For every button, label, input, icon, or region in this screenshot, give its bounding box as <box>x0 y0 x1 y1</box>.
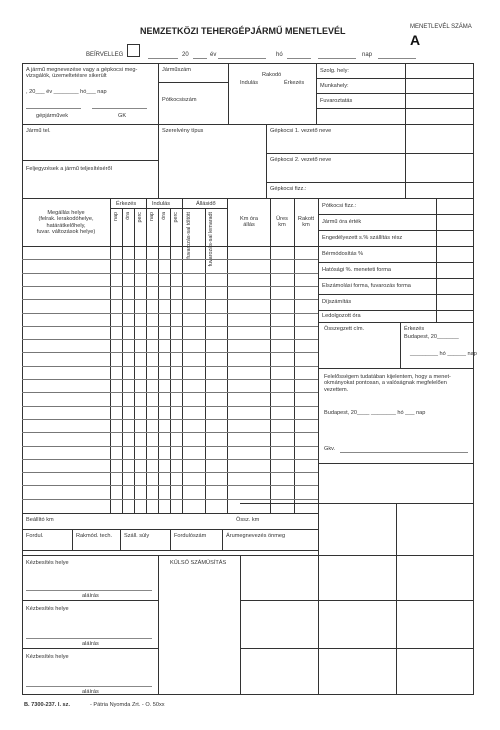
driver1-label: Gépkocsi 1. vezető neve <box>270 128 332 134</box>
table-row-line <box>22 499 318 500</box>
table-row-line <box>22 299 318 300</box>
table-row-line <box>22 326 318 327</box>
sub-dep-hour: óra <box>161 212 167 220</box>
footnote-printer: - Pátria Nyomda Zrt. - O. 50xx <box>90 702 165 708</box>
table-row-line <box>22 472 318 473</box>
filed-checkbox[interactable] <box>127 44 140 57</box>
footnote-code: B. 7300-237. I. sz. <box>24 702 71 708</box>
right-row-5: Hatósági %. meneteti forma <box>322 267 392 273</box>
arrival-budapest: Budapest, 20_______ <box>404 334 459 340</box>
delivery-place-3: Kézbesítés helye <box>26 654 69 660</box>
h-mid-trailer <box>266 182 474 183</box>
col-arrival-group: Érkezés <box>116 201 137 207</box>
h-turn-bottom <box>22 550 318 551</box>
plate-label: Járműszám <box>162 67 191 73</box>
start-km-label: Beállító km <box>26 517 54 523</box>
delivery-line-2[interactable] <box>26 638 152 639</box>
date-blank-3[interactable] <box>218 58 266 59</box>
month-label: hó <box>276 52 283 58</box>
v-tab-km <box>227 198 228 513</box>
declaration-text: Felelősségem tudatában kijelentem, hogy a menet- okmányokat pontosan, a valóságnak megfelelően vezettem. <box>324 374 451 393</box>
total-km-label: Össz. km <box>236 517 260 523</box>
right-row-8: Ledolgozott óra <box>322 313 361 319</box>
col-empty: Üres km <box>276 216 288 229</box>
table-row-line <box>22 392 318 393</box>
turn-cell-5: Árumegnevezés önmeg <box>226 533 286 539</box>
v-tab-arr-2 <box>134 208 135 513</box>
delivery-place-1: Kézbesítés helye <box>26 560 69 566</box>
h-right-1 <box>318 214 474 215</box>
h-bottom-left-1 <box>22 600 158 601</box>
rule-top-block <box>22 124 474 125</box>
h-right-7 <box>318 310 474 311</box>
h-rgrid-3 <box>240 648 474 649</box>
right-row-7: Díjszámítás <box>322 299 352 305</box>
sub-arr-min: perc <box>137 212 143 223</box>
table-row-line <box>22 379 318 380</box>
h-top-plate <box>158 82 228 83</box>
date-blank-4[interactable] <box>287 58 311 59</box>
sub-arr-hour: óra <box>125 212 131 220</box>
day-label: nap <box>362 52 373 58</box>
v-tab-empty <box>270 198 271 513</box>
delivery-place-2: Kézbesítés helye <box>26 606 69 612</box>
v-top-2 <box>228 63 229 124</box>
serial-value: A <box>410 32 421 48</box>
sub-dep-day: nap <box>149 212 155 221</box>
date-blank-5[interactable] <box>318 58 356 59</box>
filed-label: BEÍRVELLEG <box>86 52 124 58</box>
loading-label: Rakodó <box>262 72 282 78</box>
table-row-line <box>22 459 318 460</box>
table-row-line <box>22 406 318 407</box>
v-turn-2 <box>120 529 121 550</box>
sub-stay-1: fuvarozás-sal töltött <box>186 212 192 259</box>
external-stamp-label: KÜLSŐ SZÁMÚSÍTÁS <box>170 560 227 566</box>
table-row-line <box>22 339 318 340</box>
table-row-line <box>22 286 318 287</box>
trailer-plate-label: Pótkocsiszám <box>162 97 197 103</box>
v-turn-1 <box>72 529 73 550</box>
h-total-bottom <box>318 368 474 369</box>
v-tab-dep-1 <box>158 208 159 513</box>
col-departure-group: Indulás <box>152 201 171 207</box>
v-tab-stay <box>182 198 183 513</box>
v-tab-stay-1 <box>205 208 206 513</box>
col-loaded: Rakott km <box>297 216 315 229</box>
odo-label-1: Szolg. hely: <box>320 68 349 74</box>
h-mid-left <box>22 160 158 161</box>
table-row-line <box>22 419 318 420</box>
v-right-val <box>436 198 437 322</box>
total-label: Összegzett cím. <box>324 326 365 332</box>
turn-cell-1: Fordul. <box>26 533 44 539</box>
year-label: év <box>210 52 217 58</box>
odo-label-3: Fuvaroztatás <box>320 98 353 104</box>
v-tab-right <box>318 198 319 695</box>
h-right-8 <box>318 322 474 323</box>
date-blank-2[interactable] <box>193 58 207 59</box>
vehicle-type-label: Jármű tel. <box>26 128 51 134</box>
right-row-1: Pótkocsi fizz.: <box>322 203 357 209</box>
delivery-sign-2: aláírás <box>82 641 99 647</box>
h-table-header-split <box>110 208 227 209</box>
v-rgrid-1 <box>396 503 397 695</box>
v-turn-4 <box>222 529 223 550</box>
col-km: Km óra állás <box>239 216 259 229</box>
date-blank-1[interactable] <box>148 58 178 59</box>
h-right-3 <box>318 246 474 247</box>
delivery-line-3[interactable] <box>26 686 152 687</box>
owner-gk-label: GK <box>118 113 127 119</box>
h-mid-driver <box>266 153 474 154</box>
col-place: Megállás helye (felrak. lerakodóhelye, határátkelőhely, fuvar. változások helye) <box>36 210 96 236</box>
v-tab-dep <box>146 198 147 513</box>
arrival-total-label: Érkezés <box>404 326 425 332</box>
sub-stay-2: fuvarozás-sal lemaradt <box>208 212 214 267</box>
owner-sig-line-1[interactable] <box>26 108 81 109</box>
table-row-line <box>22 366 318 367</box>
declaration-date: Budapest, 20____ ________ hó ___ nap <box>324 410 426 416</box>
right-row-3: Engedélyezett s.% szállítás rész <box>322 235 403 241</box>
h-top-odo3 <box>316 108 474 109</box>
owner-sig-label: gépjárművek <box>36 113 69 119</box>
h-bottom-top <box>22 555 474 556</box>
declaration-signer: Gkv. <box>324 446 336 452</box>
table-row-line <box>22 446 318 447</box>
turn-cell-3: Száll. súly <box>124 533 150 539</box>
h-rgrid-1 <box>240 503 474 504</box>
v-mid-3 <box>405 124 406 198</box>
v-mid-1 <box>158 124 159 198</box>
v-turn-3 <box>170 529 171 550</box>
h-top-odo2 <box>316 93 474 94</box>
delivery-sign-3: aláírás <box>82 689 99 695</box>
col-stay-group: Állásidő <box>196 201 216 207</box>
h-right-5 <box>318 278 474 279</box>
v-tab-place <box>110 198 111 513</box>
v-top-1 <box>158 63 159 124</box>
arrival-label: Érkezés <box>284 80 305 86</box>
v-total-split <box>400 322 401 368</box>
right-row-4: Bérmódosítás % <box>322 251 364 257</box>
right-row-2: Jármű óra érték <box>322 219 362 225</box>
h-rgrid-2 <box>240 600 474 601</box>
declaration-sign-line[interactable] <box>340 452 468 453</box>
serial-label: MENETLEVÉL SZÁMA <box>410 24 472 30</box>
table-row-line <box>22 352 318 353</box>
date-blank-6[interactable] <box>378 58 416 59</box>
table-row-line <box>22 259 318 260</box>
notes-label: Feljegyzések a jármű teljesítéséről <box>26 166 112 172</box>
h-top-odo1 <box>316 78 474 79</box>
driver2-label: Gépkocsi 2. vezető neve <box>270 157 332 163</box>
sub-dep-min: perc <box>173 212 179 223</box>
v-mid-2 <box>266 124 267 198</box>
turn-cell-4: Fordulószám <box>174 533 207 539</box>
turn-cell-2: Rakmód. tech. <box>76 533 113 539</box>
owner-date-line: , 20___ év ________ hó___ nap <box>26 89 107 95</box>
form-title: NEMZETKÖZI TEHERGÉPJÁRMŰ MENETLEVÉL <box>140 26 346 36</box>
rule-mid-block <box>22 198 474 199</box>
v-tab-loaded <box>294 198 295 513</box>
year-prefix: 20 <box>182 52 189 58</box>
v-bottom-1 <box>158 555 159 695</box>
v-tab-arr-1 <box>122 208 123 513</box>
speed-type-label: Szerelvény típus <box>162 128 204 134</box>
odo-label-2: Munkahely: <box>320 83 349 89</box>
h-right-6 <box>318 294 474 295</box>
h-right-4 <box>318 262 474 263</box>
v-tab-dep-2 <box>170 208 171 513</box>
arrival-month-day: _________ hó ______ nap <box>410 351 477 357</box>
v-bottom-2 <box>240 555 241 695</box>
owner-sig-line-2[interactable] <box>92 108 147 109</box>
sub-arr-day: nap <box>113 212 119 221</box>
table-row-line <box>22 313 318 314</box>
trailer-driver-label: Gépkocsi fizz.: <box>270 186 307 192</box>
right-row-6: Elszámolási forma, fuvarozás forma <box>322 283 411 289</box>
table-row-line <box>22 432 318 433</box>
table-row-line <box>22 273 318 274</box>
departure-label: Indulás <box>240 80 259 86</box>
h-decl-bottom <box>318 463 474 464</box>
h-tot-top <box>22 513 318 514</box>
delivery-sign-1: aláírás <box>82 593 99 599</box>
table-row-line <box>22 485 318 486</box>
owner-text: A jármű megnevezése vagy a gépkocsi meg- vizsgálók, üzemeltetésre sikerült <box>26 67 138 80</box>
delivery-line-1[interactable] <box>26 590 152 591</box>
h-bottom-left-2 <box>22 648 158 649</box>
h-right-2 <box>318 230 474 231</box>
